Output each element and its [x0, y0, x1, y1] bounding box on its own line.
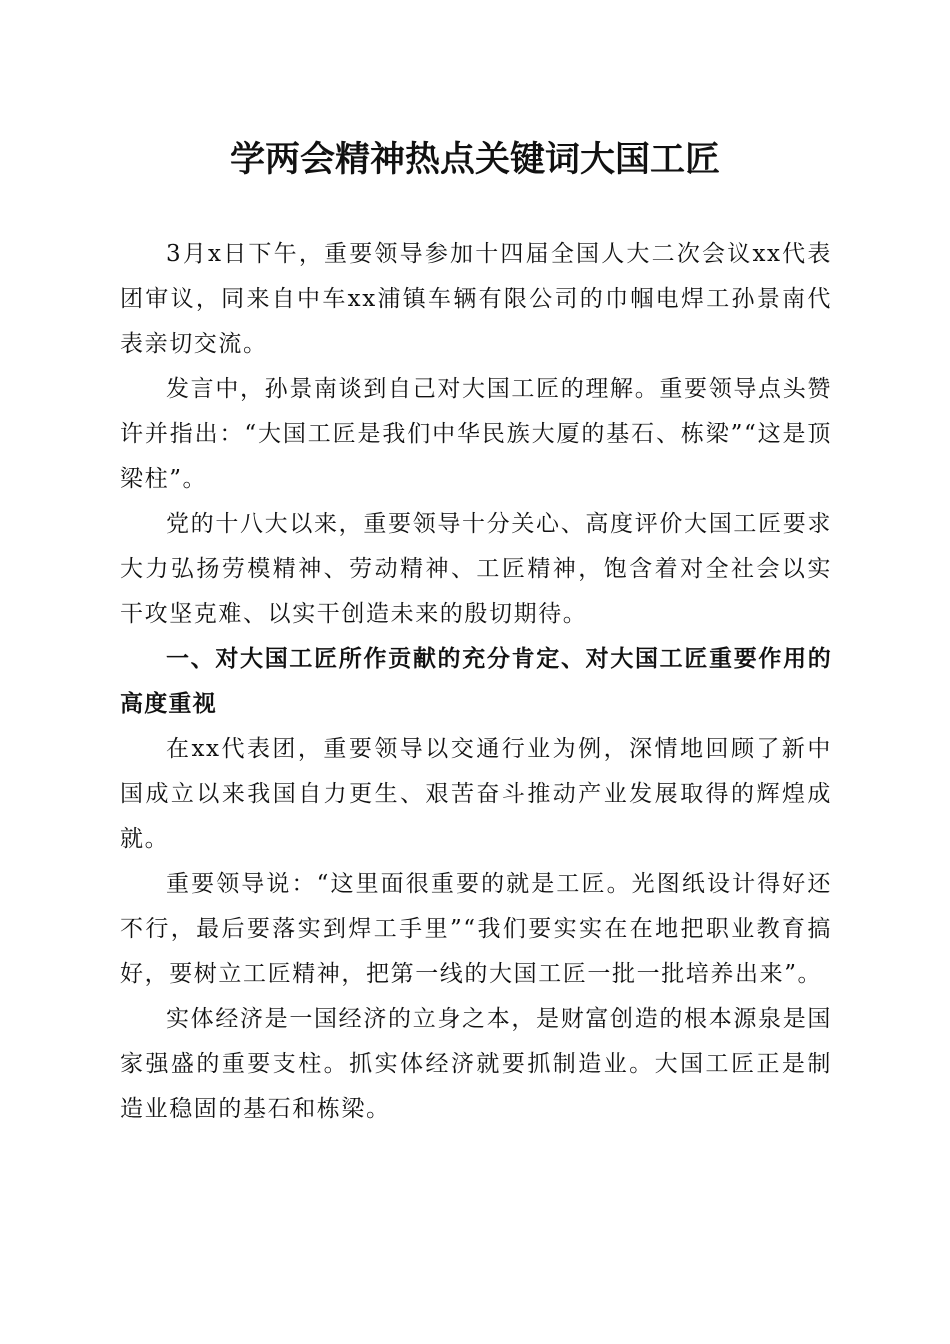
paragraph: 党的十八大以来，重要领导十分关心、高度评价大国工匠要求大力弘扬劳模精神、劳动精神、工匠精神，饱含着对全社会以实干攻坚克难、以实干创造未来的殷切期待。 [120, 511, 832, 627]
section-heading: 一、对大国工匠所作贡献的充分肯定、对大国工匠重要作用的高度重视 [120, 646, 832, 717]
paragraph: 在xx代表团，重要领导以交通行业为例，深情地回顾了新中国成立以来我国自力更生、艰苦奋斗推动产业发展取得的辉煌成就。 [120, 736, 832, 852]
paragraph: 实体经济是一国经济的立身之本，是财富创造的根本源泉是国家强盛的重要支柱。抓实体经济就要抓制造业。大国工匠正是制造业稳固的基石和栋梁。 [120, 1006, 832, 1122]
paragraph: 3月x日下午，重要领导参加十四届全国人大二次会议xx代表团审议，同来自中车xx浦镇车辆有限公司的巾帼电焊工孙景南代表亲切交流。 [120, 241, 832, 357]
document-body [120, 232, 832, 1132]
document-title: 学两会精神热点关键词大国工匠 [229, 139, 720, 180]
paragraph: 发言中，孙景南谈到自己对大国工匠的理解。重要领导点头赞许并指出：“大国工匠是我们中华民族大厦的基石、栋梁”“这是顶梁柱”。 [120, 376, 832, 492]
paragraph: 重要领导说：“这里面很重要的就是工匠。光图纸设计得好还不行，最后要落实到焊工手里”“我们要实实在在地把职业教育搞好，要树立工匠精神，把第一线的大国工匠一批一批培养出来”。 [120, 871, 832, 987]
